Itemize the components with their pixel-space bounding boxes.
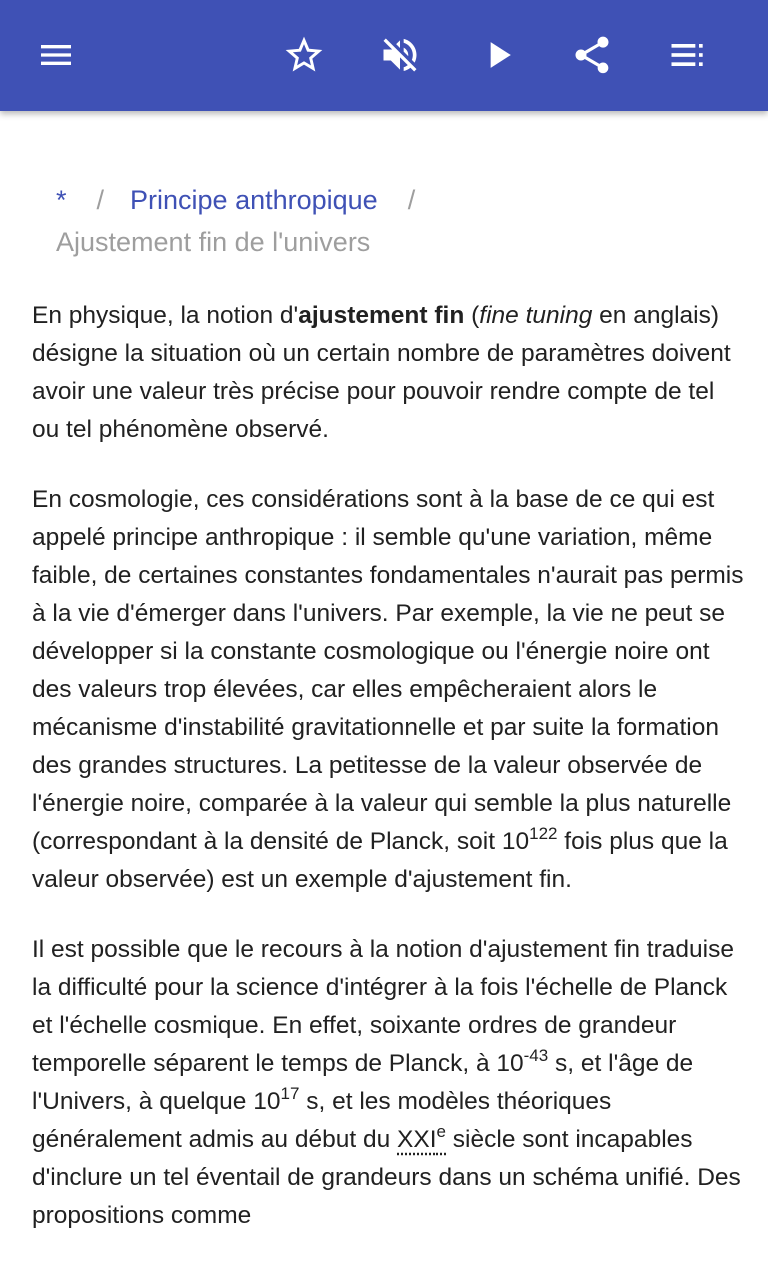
breadcrumb — [56, 179, 736, 263]
exponent: 17 — [280, 1084, 300, 1103]
paragraph: En physique, la notion d'ajustement fin (fine tuning en anglais) désigne la situation où un certain nombre de paramètres doivent avoir une valeur très précise pour pouvoir rendre compte de tel ou tel phénomène observé. — [32, 302, 731, 443]
article-body — [32, 297, 744, 1267]
star-outline-icon — [282, 33, 326, 77]
paragraph: Il est possible que le recours à la notion d'ajustement fin traduise la difficulté pour la science d'intégrer à la fois l'échelle de Planck et l'échelle cosmique. En effet, soixante ordres de grandeur temporelle séparent le temps de Planck, à $10^{-43}$ s, et l'âge de l'Univers, à quelque $10^{17}$ s, et les modèles théoriques généralement admis au début du XXIe siècle sont incapables d'inclure un tel éventail de grandeurs dans un schéma unifié. Des propositions comme — [32, 936, 741, 1229]
exponent: 122 — [529, 824, 558, 843]
italic-term: fine tuning — [479, 302, 593, 329]
century-abbreviation[interactable]: XXIe — [397, 1122, 446, 1153]
app-toolbar — [0, 0, 768, 111]
article-content — [0, 111, 768, 1280]
mute-button[interactable] — [368, 23, 432, 87]
share-icon — [570, 33, 614, 77]
menu-icon — [36, 35, 76, 75]
breadcrumb-separator: / — [96, 185, 105, 215]
exponent: -43 — [523, 1046, 549, 1065]
share-button[interactable] — [560, 23, 624, 87]
table-of-contents-button[interactable] — [656, 23, 720, 87]
breadcrumb-parent-link[interactable]: Principe anthropique — [130, 185, 378, 215]
play-button[interactable] — [466, 23, 530, 87]
breadcrumb-separator: / — [407, 185, 416, 215]
paragraph: En cosmologie, ces considérations sont à la base de ce qui est appelé principe anthropique : il semble qu'une variation, même faible, de certaines constantes fondamentales n'aurait pas permis à la vie d'émerger dans l'univers. Par exemple, la vie ne peut se développer si la constante cosmologique ou l'énergie noire ont des valeurs trop élevées, car elles empêcheraient alors le mécanisme d'instabilité gravitationnelle et par suite la formation des grandes structures. La petitesse de la valeur observée de l'énergie noire, comparée à la valeur qui semble la plus naturelle (correspondant à la densité de Planck, soit $10^{122}$ fois plus que la valeur observée) est un exemple d'ajustement fin. — [32, 486, 744, 893]
playlist-icon — [666, 33, 710, 77]
play-icon — [476, 33, 520, 77]
volume-off-icon — [378, 33, 422, 77]
favorite-button[interactable] — [272, 23, 336, 87]
breadcrumb-home-link[interactable]: * — [56, 185, 67, 215]
menu-button[interactable] — [24, 23, 88, 87]
bold-term: ajustement fin — [298, 302, 465, 329]
breadcrumb-current: Ajustement fin de l'univers — [56, 227, 371, 257]
